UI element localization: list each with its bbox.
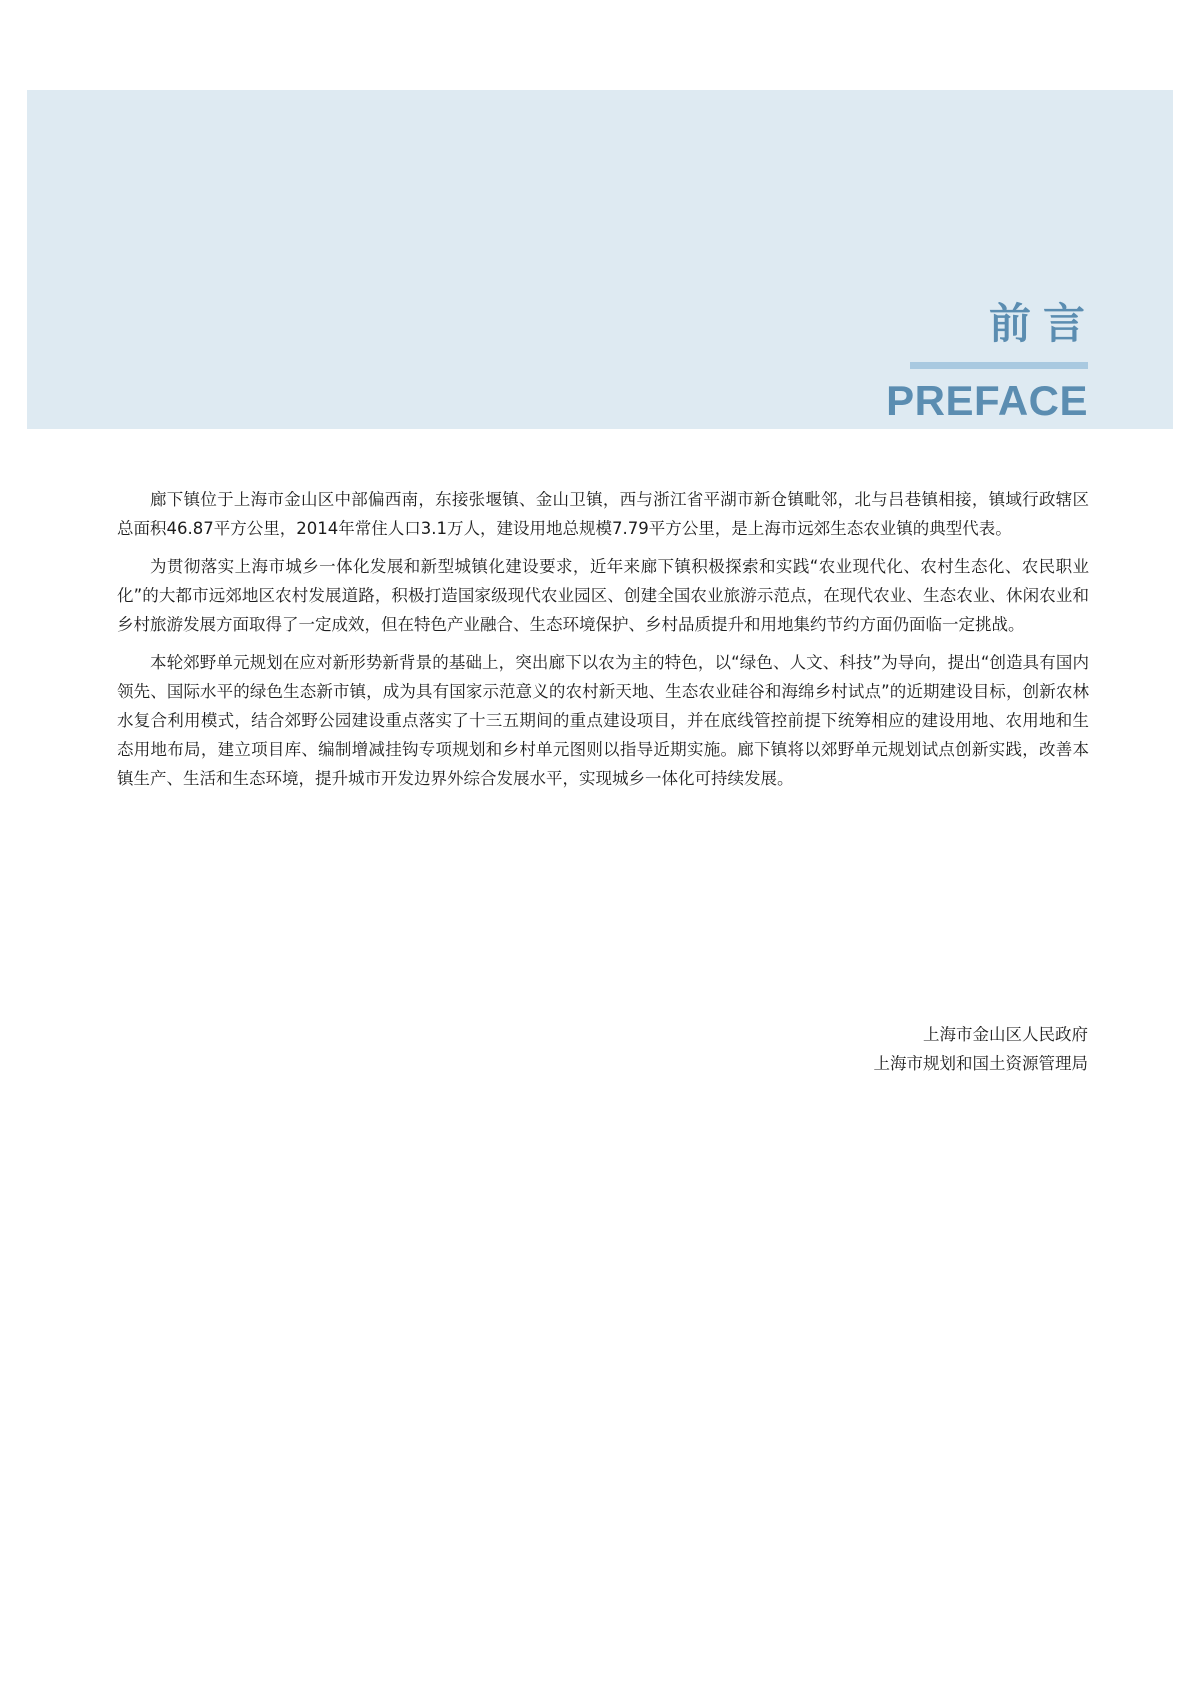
signature-block bbox=[874, 1020, 1089, 1078]
signature-line-bureau: 上海市规划和国土资源管理局 bbox=[873, 1054, 1088, 1073]
paragraph: 本轮郊野单元规划在应对新形势新背景的基础上，突出廊下以农为主的特色，以“绿色、人文、科技”为导向，提出“创造具有国内领先、国际水平的绿色生态新市镇，成为具有国家示范意义的农村新天地、生态农业硅谷和海绵乡村试点”的近期建设目标，创新农林水复合利用模式，结合郊野公园建设重点落实了十三五期间的重点建设项目，并在底线管控前提下统筹相应的建设用地、农用地和生态用地布局，建立项目库、编制增减挂钩专项规划和乡村单元图则以指导近期实施。廊下镇将以郊野单元规划试点创新实践，改善本镇生产、生活和生态环境，提升城市开发边界外综合发展水平，实现城乡一体化可持续发展。 bbox=[117, 653, 1089, 788]
paragraph: 廊下镇位于上海市金山区中部偏西南，东接张堰镇、金山卫镇，西与浙江省平湖市新仓镇毗邻，北与吕巷镇相接，镇域行政辖区总面积46.87平方公里，2014年常住人口3.1万人，建设用地总规模7.79平方公里，是上海市远郊生态农业镇的典型代表。 bbox=[117, 490, 1089, 538]
paragraph: 为贯彻落实上海市城乡一体化发展和新型城镇化建设要求，近年来廊下镇积极探索和实践“农业现代化、农村生态化、农民职业化”的大都市远郊地区农村发展道路，积极打造国家级现代农业园区、创建全国农业旅游示范点，在现代农业、生态农业、休闲农业和乡村旅游发展方面取得了一定成效，但在特色产业融合、生态环境保护、乡村品质提升和用地集约节约方面仍面临一定挑战。 bbox=[117, 557, 1089, 634]
signature-line-government: 上海市金山区人民政府 bbox=[923, 1025, 1088, 1044]
page-title-chinese: 前言 bbox=[988, 299, 1097, 348]
page-title-english: PREFACE bbox=[886, 377, 1088, 424]
title-divider bbox=[910, 362, 1088, 369]
preface-body bbox=[117, 485, 1089, 802]
